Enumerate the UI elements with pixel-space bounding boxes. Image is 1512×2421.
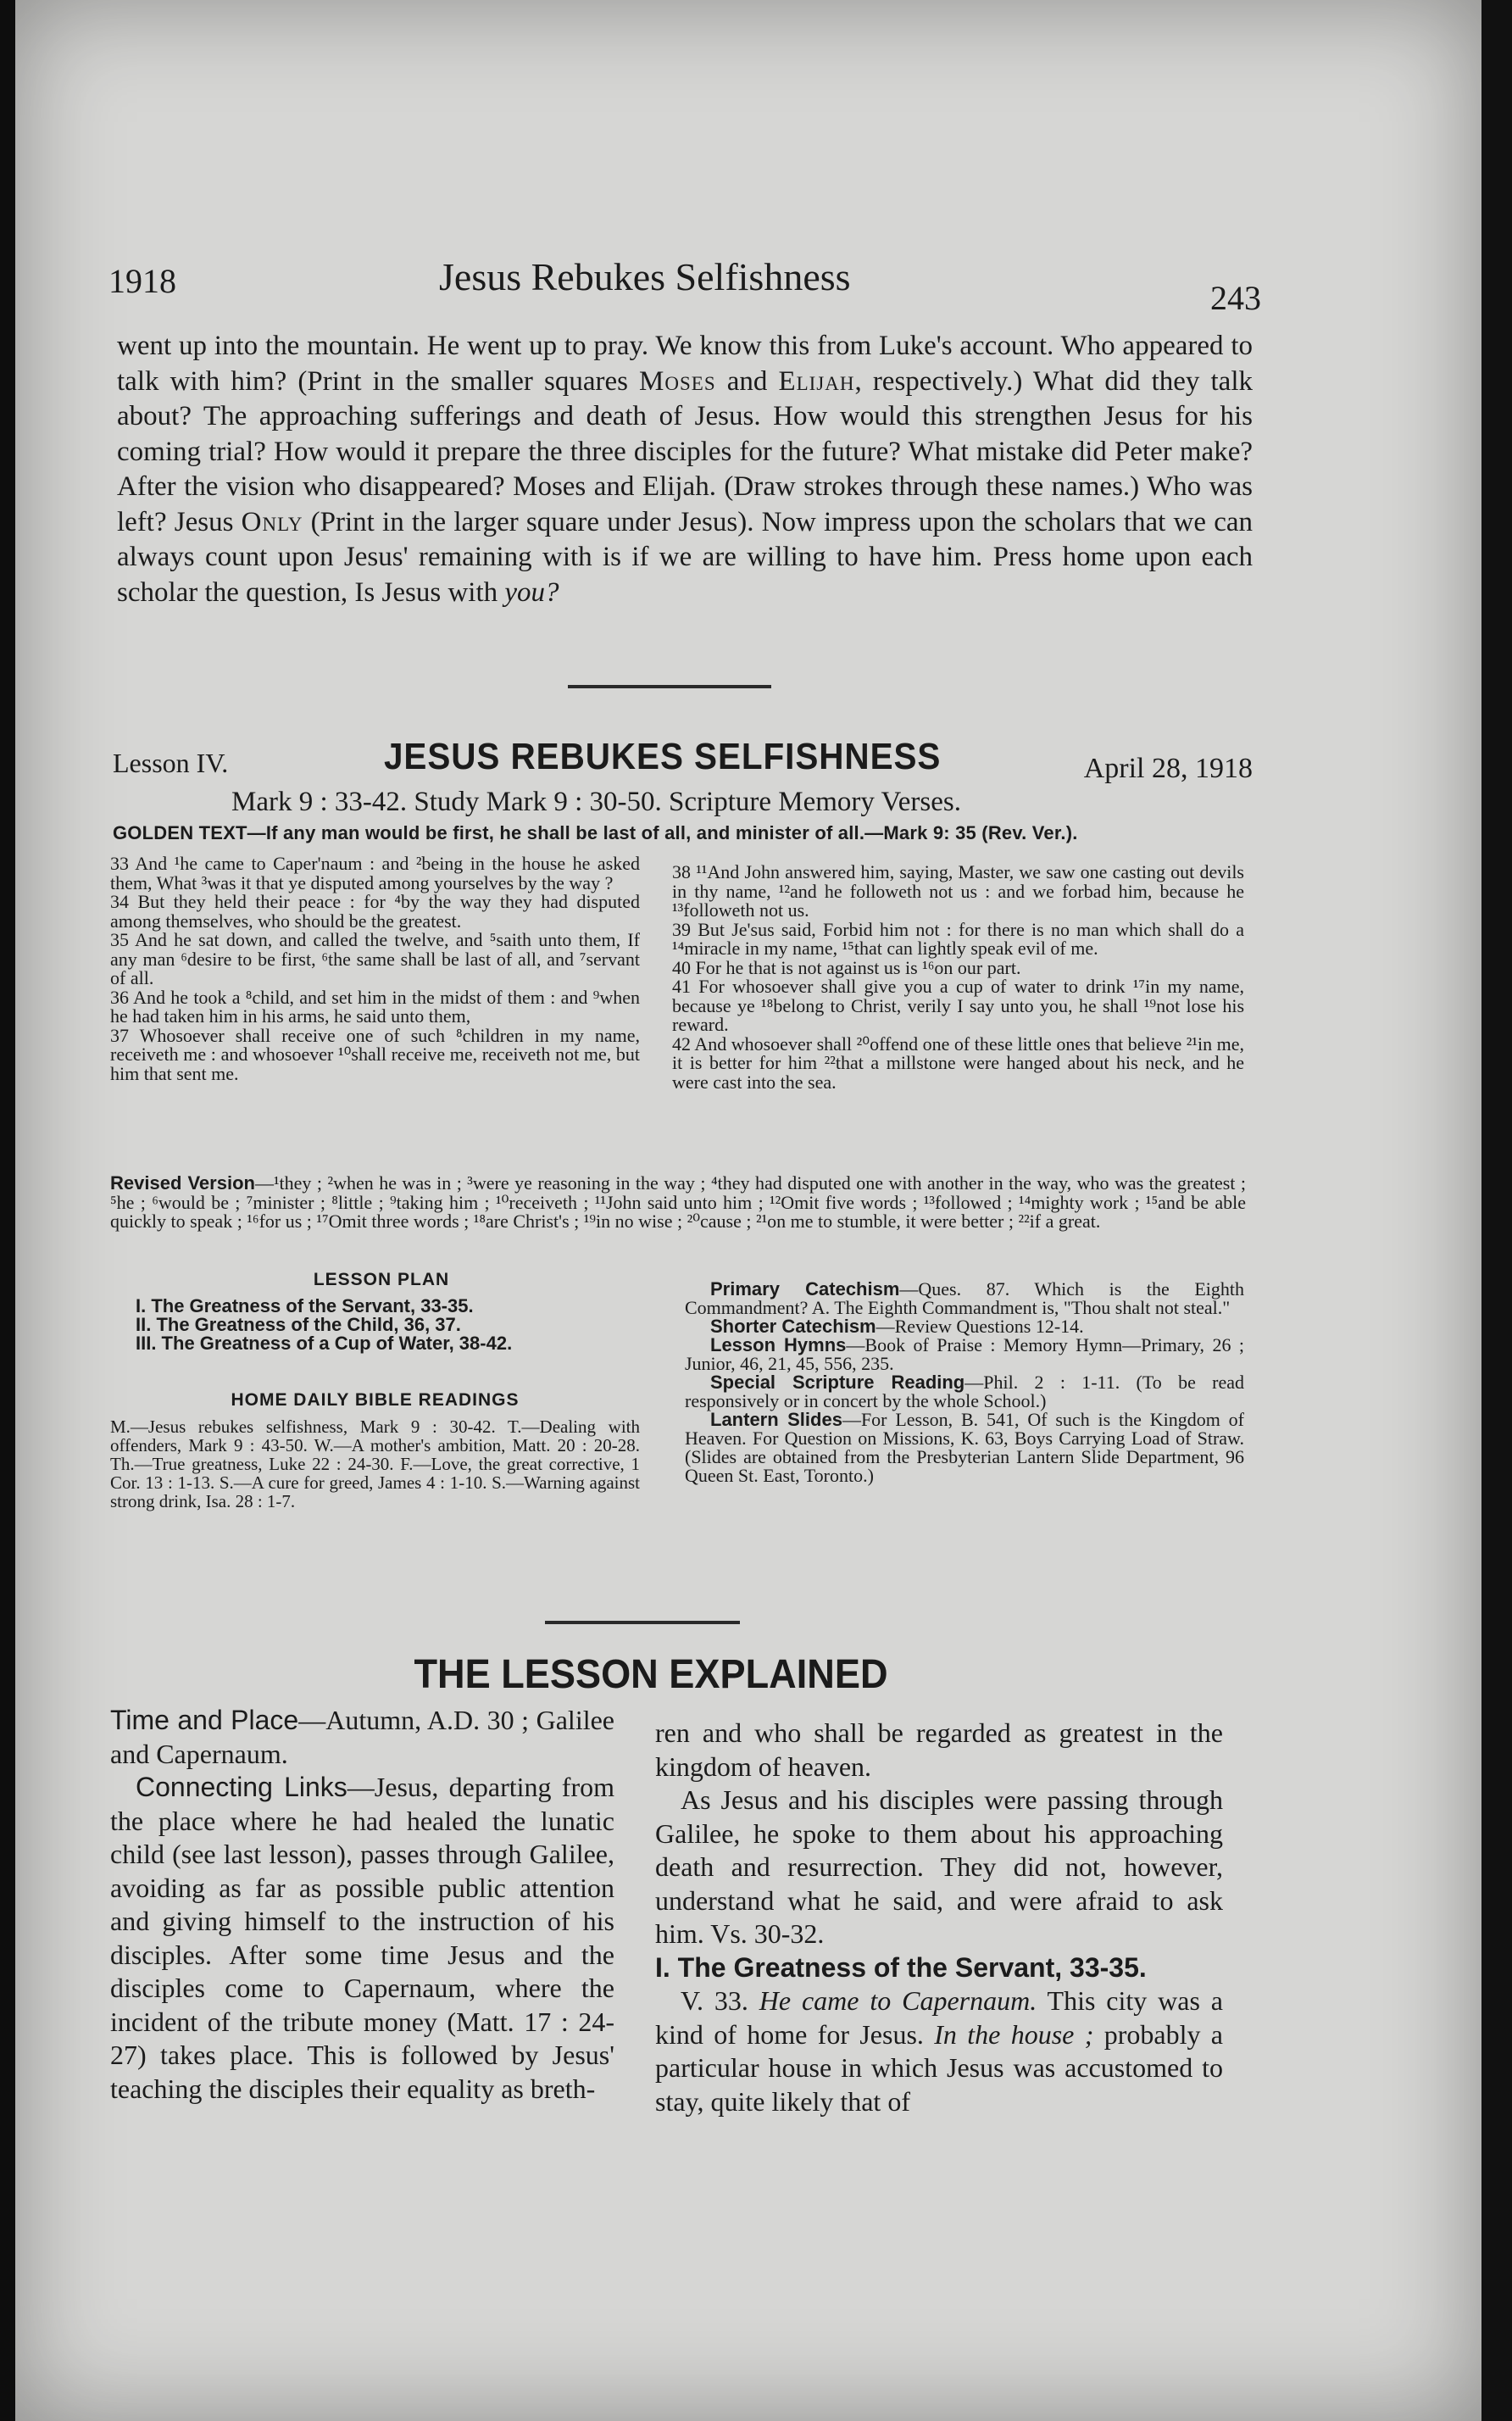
revised-label: Revised Version <box>110 1172 255 1194</box>
intro-and: and <box>715 365 779 397</box>
special-label: Special Scripture Reading <box>710 1372 965 1393</box>
readings-text: M.—Jesus rebukes selfishness, Mark 9 : 30-42. T.—Dealing with offenders, Mark 9 : 43-50. W.—A mother's ambition, Matt. 20 : 20-28. Th.—True greatness, Luke 22 : 24-30. F.—Love, the great corrective, 1 Cor. 13 : 1-13. S.—A cure for greed, James 4 : 1-10. S.—Warning against strong drink, Isa. 28 : 1-7. <box>110 1416 640 1511</box>
name-elijah: Elijah <box>778 365 855 397</box>
time-and-place <box>110 1704 614 1771</box>
verse-38: 38 ¹¹And John answered him, saying, Master, we saw one casting out devils in thy name, ¹²and he followeth not us : and we forbad him, because he ¹³followeth not us. <box>672 861 1244 921</box>
lantern-text: —For Lesson, B. 541, Of such is the Kingdom of Heaven. For Question on Missions, K. 63, Boys Carrying Load of Straw. (Slides are obtained from the Presbyterian Lantern Slide Department, 96 Queen St. East, Toronto.) <box>685 1409 1245 1486</box>
verse-33: 33 And ¹he came to Caper'naum : and ²being in the house he asked them, What ³was it that ye disputed among yourselves by the way ? <box>110 853 640 893</box>
links-label: Connecting Links <box>136 1772 347 1802</box>
scripture-reference: Mark 9 : 33-42. Study Mark 9 : 30-50. Scripture Memory Verses. <box>231 787 961 817</box>
verse-39: 39 But Je'sus said, Forbid him not : for there is no man which shall do a ¹⁴miracle in my name, ¹⁵that can lightly speak evil of me. <box>672 918 1244 959</box>
right-para-2: As Jesus and his disciples were passing through Galilee, he spoke to them about his approaching death and resurrection. They did not, however, understand what he said, and were afraid to ask him. Vs. 30-32. <box>655 1784 1223 1949</box>
book-page <box>15 0 1481 2421</box>
verse-33-comment <box>655 1984 1223 2118</box>
time-text: —Autumn, A.D. 30 ; Galilee and Capernaum. <box>110 1705 614 1769</box>
verses-right-column <box>672 863 1244 1092</box>
verses-left-column <box>110 854 640 1083</box>
scan-right-edge <box>1481 0 1512 2421</box>
v33-text-1: This city was a kind of home for Jesus. <box>655 1985 1224 2050</box>
divider-rule <box>568 685 771 688</box>
primary-label: Primary Catechism <box>710 1278 900 1300</box>
intro-text-2: , respectively.) What did they talk about? The approaching sufferings and death of Jesus. How would this strengthen Jesus for his coming trial? How would it prepare the three disciples for the future? What mistake did Peter make? After the vision who disappeared? Moses and Elijah. (Draw strokes through these names.) Who was left? Jesus <box>117 365 1253 537</box>
scan-left-edge <box>0 0 15 2421</box>
v33-ref: V. 33. <box>681 1985 759 2016</box>
v33-italic: He came to Capernaum. <box>759 1985 1037 2016</box>
hymns-text: —Book of Praise : Memory Hymn—Primary, 26 ; Junior, 46, 21, 45, 556, 235. <box>685 1334 1244 1374</box>
golden-text: GOLDEN TEXT—If any man would be first, he shall be last of all, and minister of all.—Mark 9: 35 (Rev. Ver.). <box>113 822 1078 843</box>
plan-item: II. The Greatness of the Child, 36, 37. <box>136 1314 461 1335</box>
v33-text-2: probably a particular house in which Jesus was accustomed to stay, quite likely that of <box>655 2018 1224 2117</box>
daily-readings <box>110 1390 640 1511</box>
explained-left-column <box>110 1704 614 2106</box>
verse-41: 41 For whosoever shall give you a cup of water to drink ¹⁷in my name, because ye ¹⁸belong to Christ, verily I say unto you, he shall ¹⁹not lose his reward. <box>672 976 1244 1035</box>
lesson-plan-heading: LESSON PLAN <box>313 1270 450 1289</box>
lesson-date: April 28, 1918 <box>1083 753 1253 784</box>
special-text: —Phil. 2 : 1-11. (To be read responsively or in concert by the whole School.) <box>685 1372 1244 1411</box>
divider-rule-2 <box>545 1621 740 1624</box>
verse-37: 37 Whosoever shall receive one of such ⁸children in my name, receiveth me : and whosoever ¹⁰shall receive me, receiveth not me, but him that sent me. <box>110 1024 640 1084</box>
lantern-slides <box>685 1411 1244 1485</box>
explained-right-column <box>655 1717 1223 2118</box>
lesson-plan <box>110 1270 653 1353</box>
shorter-catechism <box>685 1317 1244 1336</box>
lantern-label: Lantern Slides <box>710 1409 842 1430</box>
lesson-number: Lesson IV. <box>113 748 229 778</box>
catechism-block <box>685 1280 1244 1485</box>
verse-40: 40 For he that is not against us is ¹⁶on our part. <box>672 956 1021 978</box>
links-text: —Jesus, departing from the place where he had healed the lunatic child (see last lesson), passes through Galilee, avoiding as far as possible public attention and giving himself to the instruction of his disciples. After some time Jesus and the disciples come to Capernaum, where the incident of the tribute money (Matt. 17 : 24-27) takes place. This is followed by Jesus' teaching the disciples their equality as breth- <box>110 1772 615 2104</box>
right-para-1: ren and who shall be regarded as greatest in the kingdom of heaven. <box>655 1717 1223 1782</box>
word-you: you? <box>504 576 559 608</box>
primary-text: —Ques. 87. Which is the Eighth Commandment? A. The Eighth Commandment is, "Thou shalt not steal." <box>685 1278 1244 1318</box>
v33-italic-2: In the house ; <box>934 2018 1094 2050</box>
connecting-links <box>110 1771 614 2106</box>
lesson-hymns <box>685 1336 1244 1373</box>
word-only: Only <box>241 506 303 537</box>
revised-version <box>110 1174 1246 1232</box>
page-number: 243 <box>1210 279 1261 317</box>
primary-catechism <box>685 1280 1244 1317</box>
section-heading: THE LESSON EXPLAINED <box>414 1652 888 1697</box>
section-1-heading: I. The Greatness of the Servant, 33-35. <box>655 1951 1147 1983</box>
verse-34: 34 But they held their peace : for ⁴by the way they had disputed among themselves, who should be the greatest. <box>110 891 640 932</box>
revised-text: —¹they ; ²when he was in ; ³were ye reasoning in the way ; ⁴they had disputed one with another in the way, who was the greatest ; ⁵he ; ⁶would be ; ⁷minister ; ⁸little ; ⁹taking him ; ¹⁰receiveth ; ¹¹John said unto him ; ¹²Omit five words ; ¹³followed ; ¹⁴mighty work ; ¹⁵and be able quickly to speak ; ¹⁶for us ; ¹⁷Omit three words ; ¹⁸are Christ's ; ¹⁹in no wise ; ²⁰cause ; ²¹on me to stumble, it were better ; ²²if a great. <box>110 1172 1246 1232</box>
special-reading <box>685 1373 1244 1411</box>
hymns-label: Lesson Hymns <box>710 1334 847 1355</box>
intro-text-3: (Print in the larger square under Jesus). Now impress upon the scholars that we can always count upon Jesus' remaining with is if we are willing to have him. Press home upon each scholar the question, Is Jesus with <box>117 506 1253 608</box>
readings-heading: HOME DAILY BIBLE READINGS <box>231 1390 520 1410</box>
intro-paragraph <box>117 329 1253 610</box>
header-year: 1918 <box>108 262 176 300</box>
verse-42: 42 And whosoever shall ²⁰offend one of these little ones that believe ²¹in me, it is better for him ²²that a millstone were hanged about his neck, and he were cast into the sea. <box>672 1032 1244 1093</box>
shorter-label: Shorter Catechism <box>710 1316 876 1337</box>
name-moses: Moses <box>639 365 716 397</box>
header-title: Jesus Rebukes Selfishness <box>439 255 851 298</box>
verse-36: 36 And he took a ⁸child, and set him in the midst of them : and ⁹when he had taken him in his arms, he said unto them, <box>110 986 640 1027</box>
lesson-title: JESUS REBUKES SELFISHNESS <box>384 736 942 777</box>
running-header <box>108 254 1261 317</box>
shorter-text: —Review Questions 12-14. <box>876 1316 1084 1337</box>
verse-35: 35 And he sat down, and called the twelve, and ⁵saith unto them, If any man ⁶desire to be first, ⁶the same shall be last of all, and ⁷servant of all. <box>110 929 640 988</box>
plan-item: III. The Greatness of a Cup of Water, 38-42. <box>136 1333 513 1354</box>
plan-item: I. The Greatness of the Servant, 33-35. <box>136 1295 474 1316</box>
intro-text-1: went up into the mountain. He went up to pray. We know this from Luke's account. Who appeared to talk with him? (Print in the smaller squares <box>117 331 1253 397</box>
time-label: Time and Place <box>110 1705 299 1735</box>
